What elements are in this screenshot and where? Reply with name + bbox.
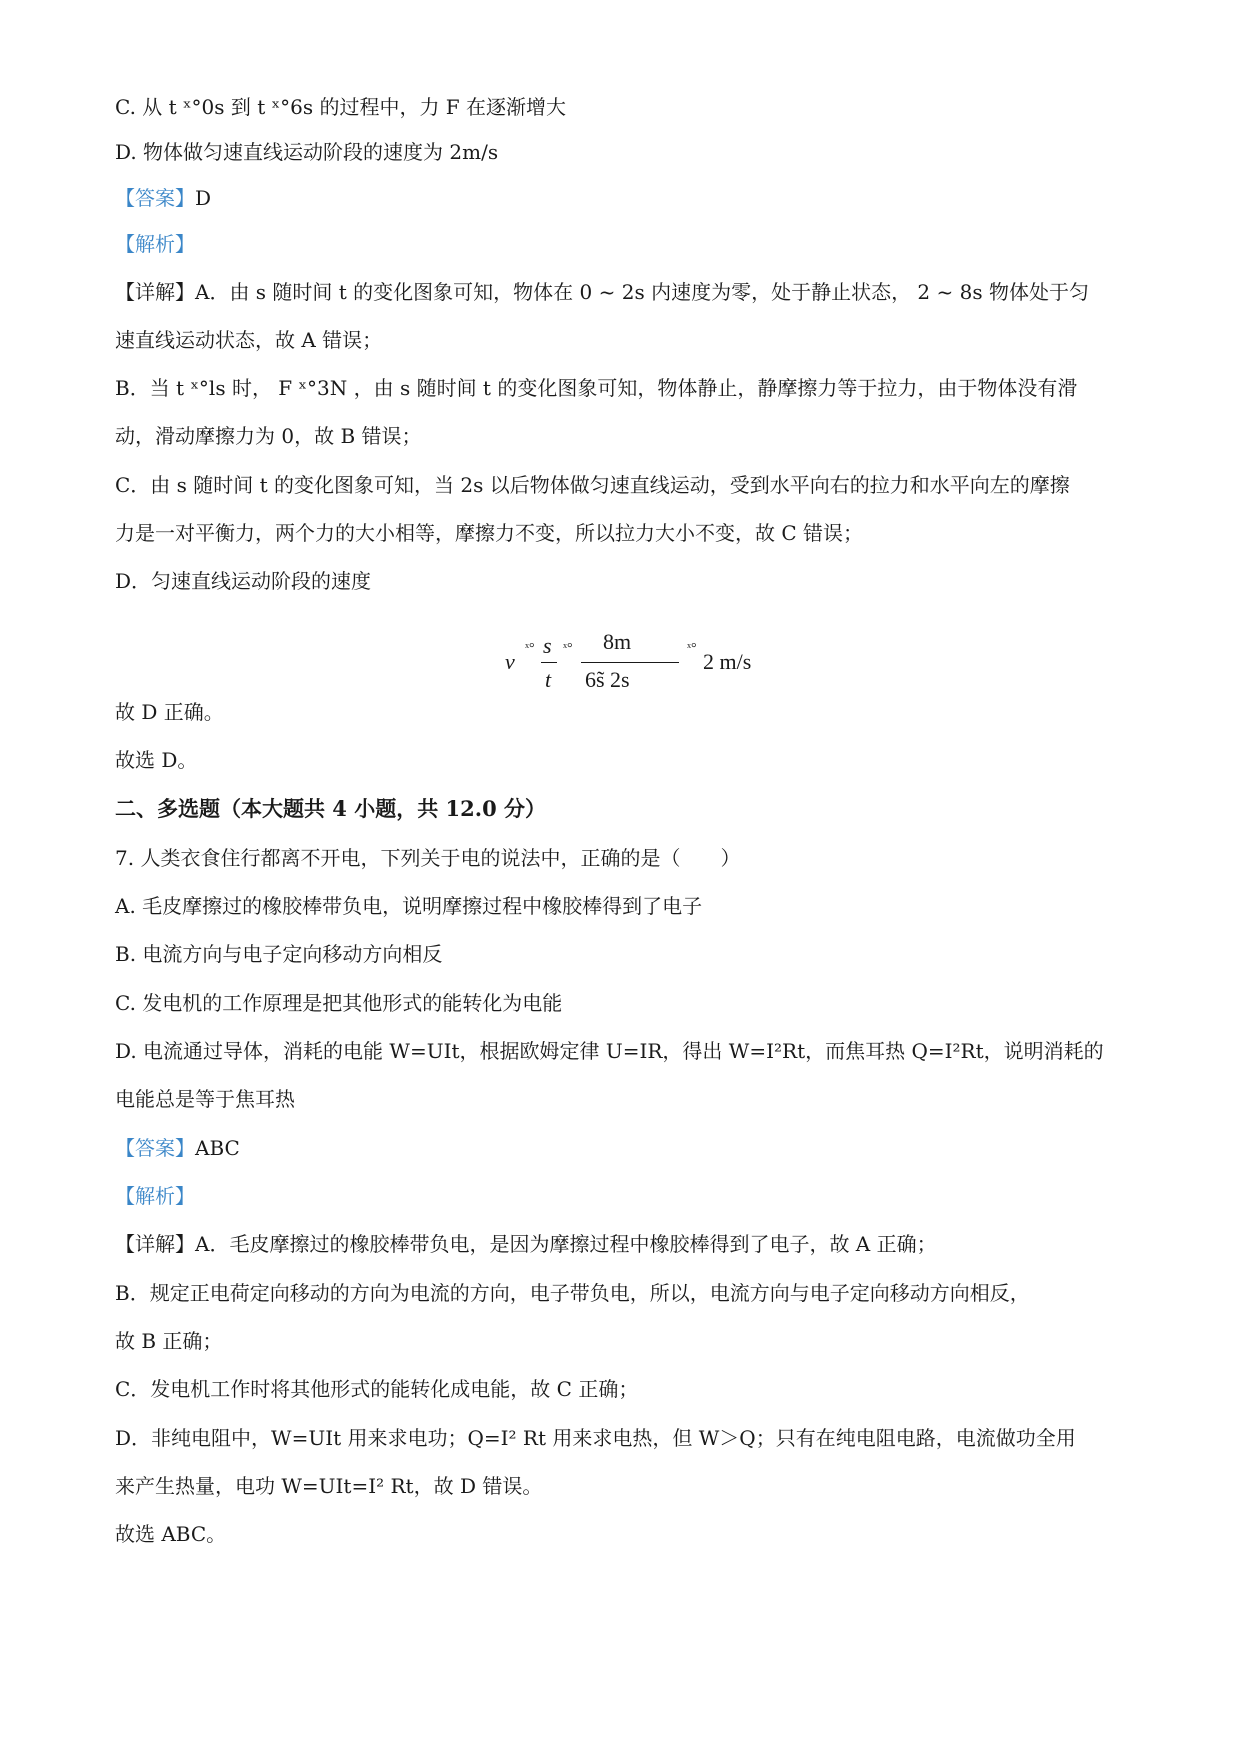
answer-value: D <box>195 186 212 210</box>
final-answer: 故选 ABC。 <box>115 1522 227 1546</box>
detail2-c: C．发电机工作时将其他形式的能转化成电能，故 C 正确； <box>115 1377 639 1401</box>
formula-s: s <box>543 633 552 658</box>
detail-a-line-2: 速直线运动状态，故 A 错误； <box>115 328 383 352</box>
detail2-b-line-2: 故 B 正确； <box>115 1329 223 1353</box>
formula-denominator: 6s̃ 2s <box>585 667 630 692</box>
analysis-label-1: 【解析】 <box>115 232 195 256</box>
detail-b-line-1: B．当 t ˣ°ls 时， F ˣ°3N ，由 s 随时间 t 的变化图象可知，物体静止，静摩擦力等于拉力，由于物体没有滑 <box>115 376 1078 400</box>
formula-result: 2 m/s <box>703 649 752 674</box>
formula-t: t <box>545 667 552 692</box>
formula-fraction-bar-1 <box>541 662 557 663</box>
velocity-formula <box>505 629 752 703</box>
formula-eq1: ˣ° <box>525 641 535 656</box>
detail2-b-line-1: B．规定正电荷定向移动的方向为电流的方向，电子带负电，所以，电流方向与电子定向移动方向相反， <box>115 1281 1030 1305</box>
detail-b-line-2: 动，滑动摩擦力为 0，故 B 错误； <box>115 424 422 448</box>
detail2-d-line-2: 来产生热量，电功 W=UIt=I² Rt，故 D 错误。 <box>115 1474 543 1498</box>
q7-option-d-line-2: 电能总是等于焦耳热 <box>115 1087 295 1111</box>
detail2-a: 【详解】A．毛皮摩擦过的橡胶棒带负电，是因为摩擦过程中橡胶棒得到了电子，故 A 正确； <box>115 1232 937 1256</box>
analysis-label-2: 【解析】 <box>115 1184 195 1208</box>
answer-line-2 <box>115 1134 240 1162</box>
conclusion-line-2: 故选 D。 <box>115 748 198 772</box>
detail2-d-line-1: D．非纯电阻中，W=UIt 用来求电功；Q=I² Rt 用来求电热，但 W＞Q；只有在纯电阻电路，电流做功全用 <box>115 1426 1076 1450</box>
answer-label-2: 【答案】 <box>115 1136 195 1160</box>
q7-option-d-line-1: D. 电流通过导体，消耗的电能 W=UIt，根据欧姆定律 U=IR，得出 W=I²Rt，而焦耳热 Q=I²Rt，说明消耗的 <box>115 1039 1104 1063</box>
detail-c-line-2: 力是一对平衡力，两个力的大小相等，摩擦力不变，所以拉力大小不变，故 C 错误； <box>115 521 864 545</box>
answer-value-2: ABC <box>195 1136 240 1160</box>
option-d-line: D. 物体做匀速直线运动阶段的速度为 2m/s <box>115 140 499 164</box>
detail-c-line-1: C．由 s 随时间 t 的变化图象可知，当 2s 以后物体做匀速直线运动，受到水平向右的拉力和水平向左的摩擦 <box>115 473 1070 497</box>
answer-line-1 <box>115 184 211 212</box>
option-c-line: C. 从 t ˣ°0s 到 t ˣ°6s 的过程中，力 F 在逐渐增大 <box>115 95 567 119</box>
detail-a-line-1: 【详解】A．由 s 随时间 t 的变化图象可知，物体在 0 ~ 2s 内速度为零，处于静止状态， 2 ~ 8s 物体处于匀 <box>115 280 1089 304</box>
question-7: 7. 人类衣食住行都离不开电，下列关于电的说法中，正确的是（ ） <box>115 846 741 870</box>
answer-label: 【答案】 <box>115 186 195 210</box>
q7-option-c: C. 发电机的工作原理是把其他形式的能转化为电能 <box>115 991 563 1015</box>
conclusion-line-1: 故 D 正确。 <box>115 700 224 724</box>
formula-numerator: 8m <box>603 629 632 654</box>
formula-eq2: ˣ° <box>563 641 573 656</box>
q7-option-b: B. 电流方向与电子定向移动方向相反 <box>115 942 443 966</box>
section-heading: 二、多选题（本大题共 4 小题，共 12.0 分） <box>115 796 547 821</box>
q7-option-a: A. 毛皮摩擦过的橡胶棒带负电，说明摩擦过程中橡胶棒得到了电子 <box>115 894 703 918</box>
formula-eq3: ˣ° <box>687 641 697 656</box>
detail-d-line-1: D．匀速直线运动阶段的速度 <box>115 569 372 593</box>
formula-v: v <box>505 649 515 674</box>
formula-fraction-bar-2 <box>581 662 679 663</box>
